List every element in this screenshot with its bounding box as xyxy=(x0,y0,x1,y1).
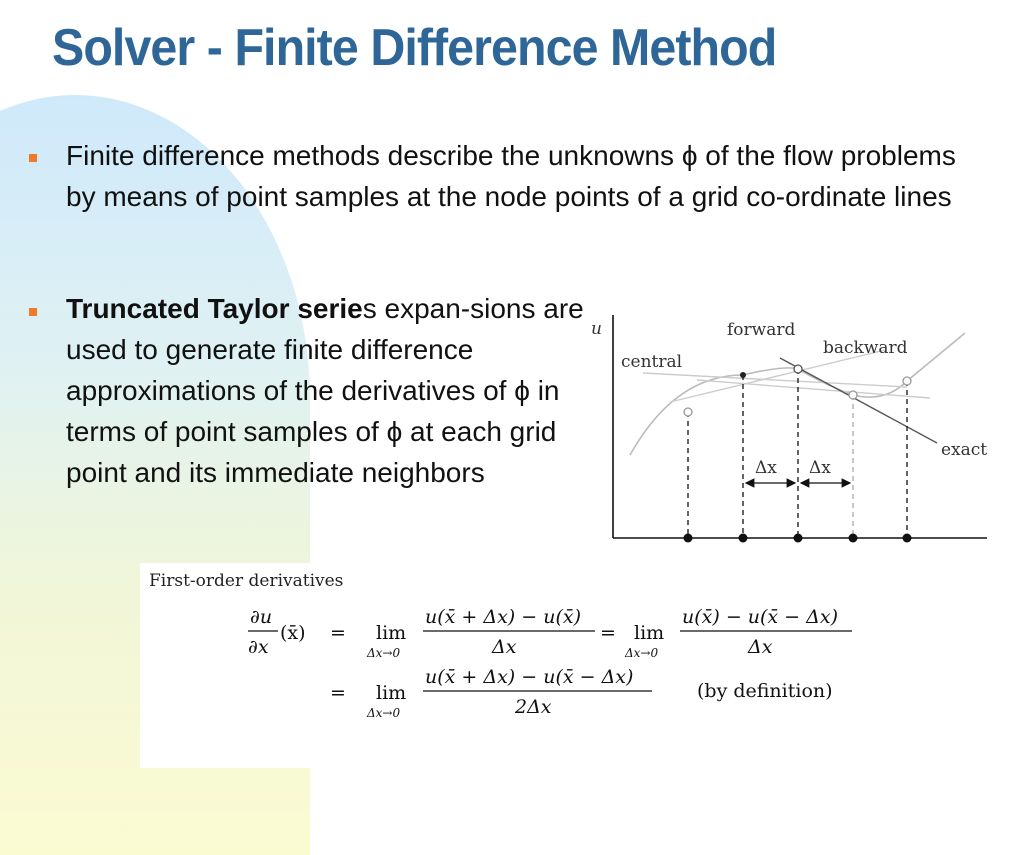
bullet-marker-2 xyxy=(29,308,37,316)
lhs-numerator: ∂u xyxy=(250,606,273,628)
slide-title: Solver - Finite Difference Method xyxy=(52,19,777,77)
node-1 xyxy=(684,534,693,543)
lim-2: lim xyxy=(634,622,665,644)
forward-numerator: u(x̄ + Δx) − u(x̄) xyxy=(425,606,581,628)
equals-2: = xyxy=(600,622,616,644)
finite-difference-diagram xyxy=(585,305,1005,550)
lim-1: lim xyxy=(376,622,407,644)
bullet-text-1: Finite difference methods describe the unknowns ϕ of the flow problems by means of point samples at the node points of a grid co-ordinate lines xyxy=(66,140,956,212)
node-2 xyxy=(739,534,748,543)
axis-label-u: u xyxy=(591,319,602,339)
exact-tangent xyxy=(780,358,937,443)
node-4 xyxy=(849,534,858,543)
label-backward: backward xyxy=(823,338,908,358)
central-denominator: 2Δx xyxy=(515,696,552,718)
lhs-denominator: ∂x xyxy=(248,636,269,658)
bullet-text-2-bold: Truncated Taylor serie xyxy=(66,293,363,324)
sample-point-3 xyxy=(794,365,802,373)
definition-note: (by definition) xyxy=(697,680,833,702)
sample-point-2 xyxy=(740,372,746,378)
forward-denominator: Δx xyxy=(492,636,517,658)
node-3 xyxy=(794,534,803,543)
lim-sub-3: Δx→0 xyxy=(367,706,401,720)
sample-point-1 xyxy=(684,408,692,416)
lim-3: lim xyxy=(376,682,407,704)
sample-point-5 xyxy=(903,377,911,385)
sample-point-4 xyxy=(849,391,857,399)
equals-1: = xyxy=(330,622,346,644)
lim-sub-2: Δx→0 xyxy=(625,646,659,660)
dx-label-1: Δx xyxy=(755,458,777,478)
label-exact: exact xyxy=(941,440,988,460)
equals-3: = xyxy=(330,682,346,704)
formula-heading: First-order derivatives xyxy=(149,571,344,591)
formula-panel xyxy=(140,563,1024,768)
label-forward: forward xyxy=(727,320,796,340)
central-numerator: u(x̄ + Δx) − u(x̄ − Δx) xyxy=(425,666,634,688)
backward-numerator: u(x̄) − u(x̄ − Δx) xyxy=(682,606,838,628)
bullet-text-2 xyxy=(66,288,586,493)
lhs-argument: (x̄) xyxy=(280,622,306,644)
label-central: central xyxy=(621,352,683,372)
bullet-text-2-rest: s expan-sions are used to generate finite difference approximations of the derivatives of ϕ in terms of point samples of ϕ at each grid point and its immediate neighbors xyxy=(66,293,584,488)
node-5 xyxy=(903,534,912,543)
lim-sub-1: Δx→0 xyxy=(367,646,401,660)
backward-denominator: Δx xyxy=(748,636,773,658)
bullet-marker-1 xyxy=(29,154,37,162)
dx-label-2: Δx xyxy=(809,458,831,478)
derivative-formulas xyxy=(140,595,1024,765)
central-line xyxy=(643,373,907,387)
